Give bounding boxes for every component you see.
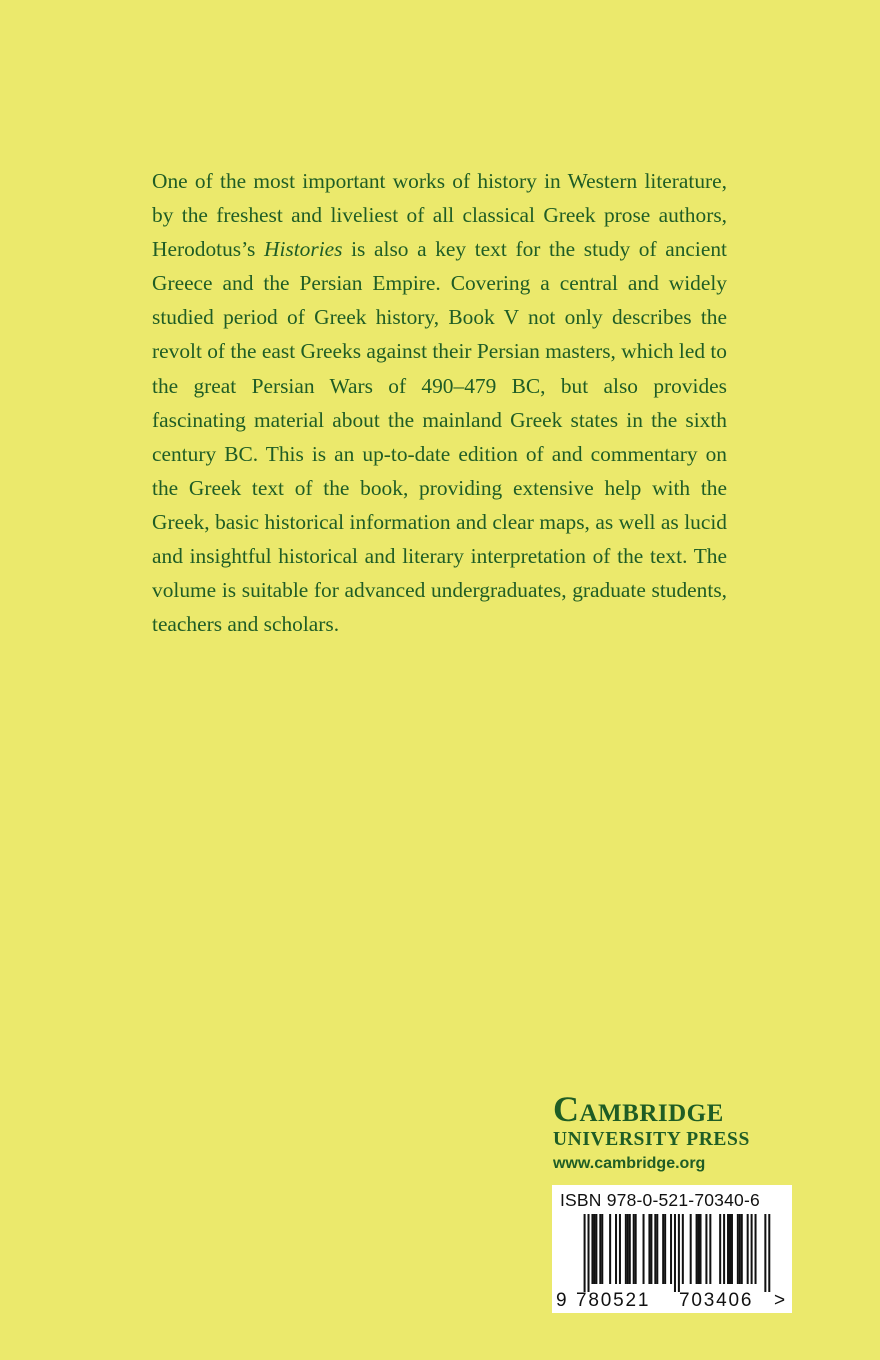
barcode-bar <box>664 1214 666 1284</box>
barcode-bars <box>560 1214 784 1292</box>
barcode-bar <box>643 1214 645 1284</box>
barcode-bar <box>764 1214 766 1292</box>
barcode-bar <box>768 1214 770 1292</box>
blurb-text-1: One of the most important works of history in Western literature, by the freshest and liveliest of all classical Greek prose authors, Herodotus’s <box>152 169 727 262</box>
barcode-bar <box>719 1214 721 1284</box>
barcode-digit-first: 9 <box>556 1290 567 1311</box>
barcode-bar <box>627 1214 629 1284</box>
barcode-bar <box>747 1214 749 1284</box>
barcode-digits-right: 703406 <box>679 1290 754 1311</box>
barcode-bar <box>654 1214 656 1284</box>
back-cover-blurb <box>152 164 727 641</box>
barcode-bar <box>633 1214 635 1284</box>
blurb-title-histories: Histories <box>264 237 343 262</box>
barcode-bar <box>723 1214 725 1284</box>
barcode-bar <box>751 1214 753 1284</box>
barcode-bar <box>727 1214 729 1284</box>
publisher-url: www.cambridge.org <box>553 1155 706 1172</box>
barcode-bar <box>595 1214 597 1284</box>
barcode-bar <box>593 1214 595 1284</box>
barcode-bar <box>698 1214 700 1284</box>
publisher-subtitle: UNIVERSITY PRESS <box>553 1129 750 1150</box>
barcode-digits <box>552 1290 792 1312</box>
barcode-bar <box>739 1214 741 1284</box>
barcode-bar <box>670 1214 672 1284</box>
barcode-bar <box>741 1214 743 1284</box>
barcode-bar <box>648 1214 650 1284</box>
isbn-label: ISBN 978-0-521-70340-6 <box>560 1190 760 1210</box>
barcode-bar <box>650 1214 652 1284</box>
barcode-bar <box>682 1214 684 1284</box>
barcode-bar <box>629 1214 631 1284</box>
barcode-bar <box>729 1214 731 1284</box>
barcode-digits-left: 780521 <box>576 1290 651 1311</box>
isbn-barcode <box>552 1185 792 1313</box>
barcode-bar <box>609 1214 611 1284</box>
barcode-bar <box>615 1214 617 1284</box>
barcode-bar <box>625 1214 627 1284</box>
barcode-bar <box>709 1214 711 1284</box>
barcode-arrow: > <box>774 1290 786 1311</box>
barcode-bar <box>656 1214 658 1284</box>
barcode-bar <box>731 1214 733 1284</box>
barcode-bar <box>690 1214 692 1284</box>
barcode-bar <box>678 1214 680 1292</box>
barcode-bar <box>588 1214 590 1292</box>
blurb-text-2: is also a key text for the study of ancient Greece and the Persian Empire. Covering a central and widely studied period of Greek history, Book V not only describes the revolt of the east Greeks against their Persian masters, which led to the great Persian Wars of 490–479 BC, but also provides fascinating material about the mainland Greek states in the sixth century BC. This is an up-to-date edition of and commentary on the Greek text of the book, providing extensive help with the Greek, basic historical information and clear maps, as well as lucid and insightful historical and literary interpretation of the text. The volume is suitable for advanced undergraduates, graduate students, teachers and scholars. <box>152 237 727 637</box>
barcode-bar <box>619 1214 621 1284</box>
barcode-bar <box>705 1214 707 1284</box>
barcode-bar <box>601 1214 603 1284</box>
publisher-imprint <box>553 1090 793 1175</box>
barcode-bar <box>755 1214 757 1284</box>
publisher-name: Cambridge <box>553 1089 724 1129</box>
barcode-bar <box>635 1214 637 1284</box>
barcode-bar <box>599 1214 601 1284</box>
barcode-bar <box>584 1214 586 1292</box>
barcode-bar <box>591 1214 593 1284</box>
barcode-bar <box>696 1214 698 1284</box>
barcode-bar <box>662 1214 664 1284</box>
barcode-bar <box>700 1214 702 1284</box>
barcode-bar <box>674 1214 676 1292</box>
barcode-bar <box>737 1214 739 1284</box>
